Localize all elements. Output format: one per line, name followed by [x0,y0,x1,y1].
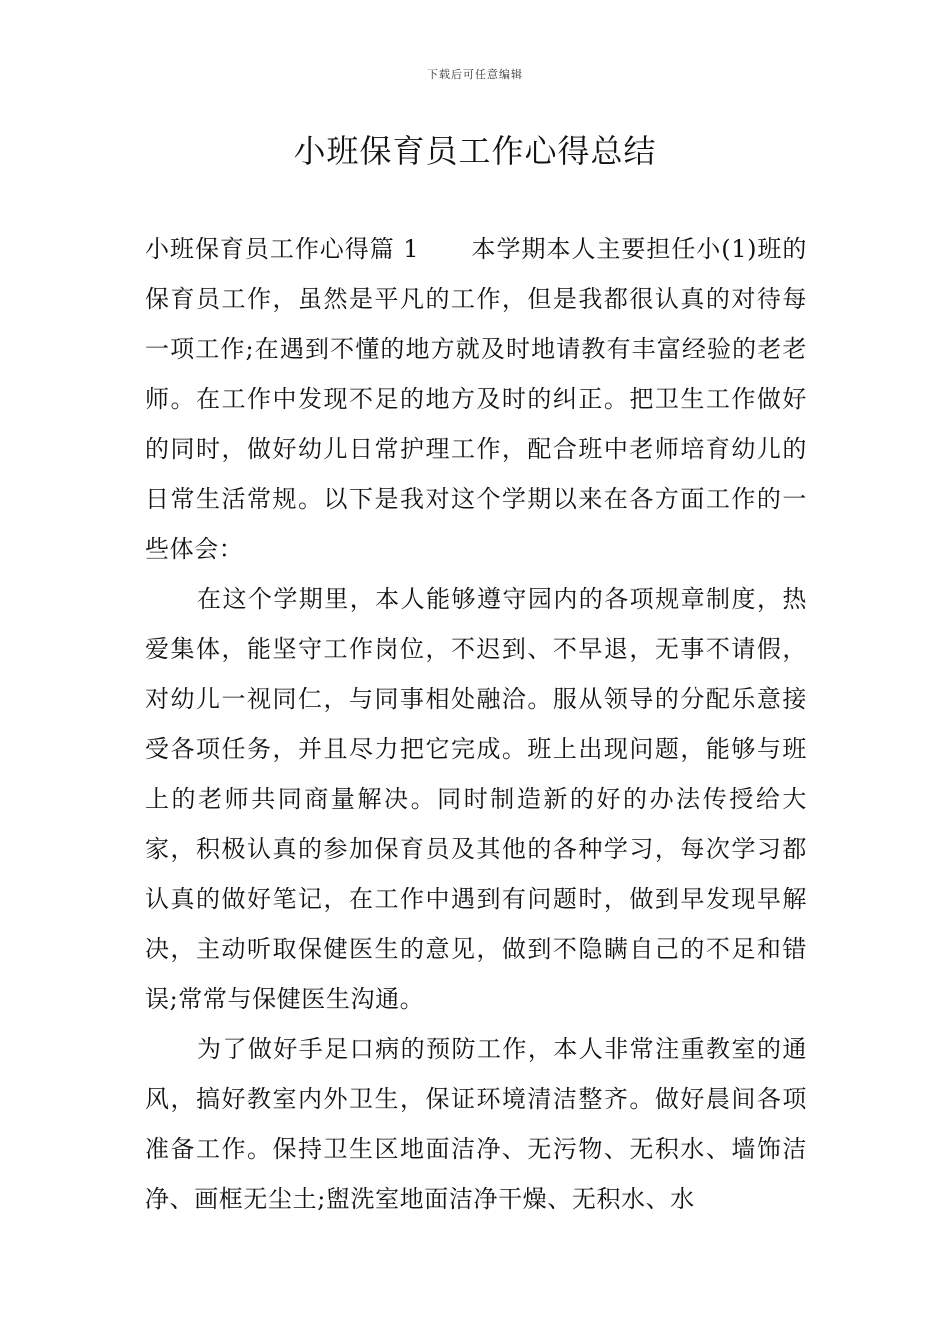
header-note: 下载后可任意编辑 [427,68,523,81]
paragraph-2: 在这个学期里，本人能够遵守园内的各项规章制度，热爱集体，能坚守工作岗位，不迟到、不早退，无事不请假，对幼儿一视同仁，与同事相处融洽。服从领导的分配乐意接受各项任务，并且尽力把它完成。班上出现问题，能够与班上的老师共同商量解决。同时制造新的好的办法传授给大家，积极认真的参加保育员及其他的各种学习，每次学习都认真的做好笔记，在工作中遇到有问题时，做到早发现早解决，主动听取保健医生的意见，做到不隐瞒自己的不足和错误;常常与保健医生沟通。 [145,585,807,1013]
document-title: 小班保育员工作心得总结 [293,132,657,170]
section-label: 小班保育员工作心得篇 1 [145,235,420,263]
paragraph-1-text: 本学期本人主要担任小(1)班的保育员工作，虽然是平凡的工作，但是我都很认真的对待每一项工作;在遇到不懂的地方就及时地请教有丰富经验的老老师。在工作中发现不足的地方及时的纠正。把卫生工作做好的同时，做好幼儿日常护理工作，配合班中老师培育幼儿的日常生活常规。以下是我对这个学期以来在各方面工作的一些体会： [145,235,807,563]
paragraph-1 [145,224,807,574]
paragraph-3: 为了做好手足口病的预防工作，本人非常注重教室的通风，搞好教室内外卫生，保证环境清洁整齐。做好晨间各项准备工作。保持卫生区地面洁净、无污物、无积水、墙饰洁净、画框无尘土;盥洗室地面洁净干燥、无积水、水 [145,1035,807,1213]
document-body [145,224,807,1224]
